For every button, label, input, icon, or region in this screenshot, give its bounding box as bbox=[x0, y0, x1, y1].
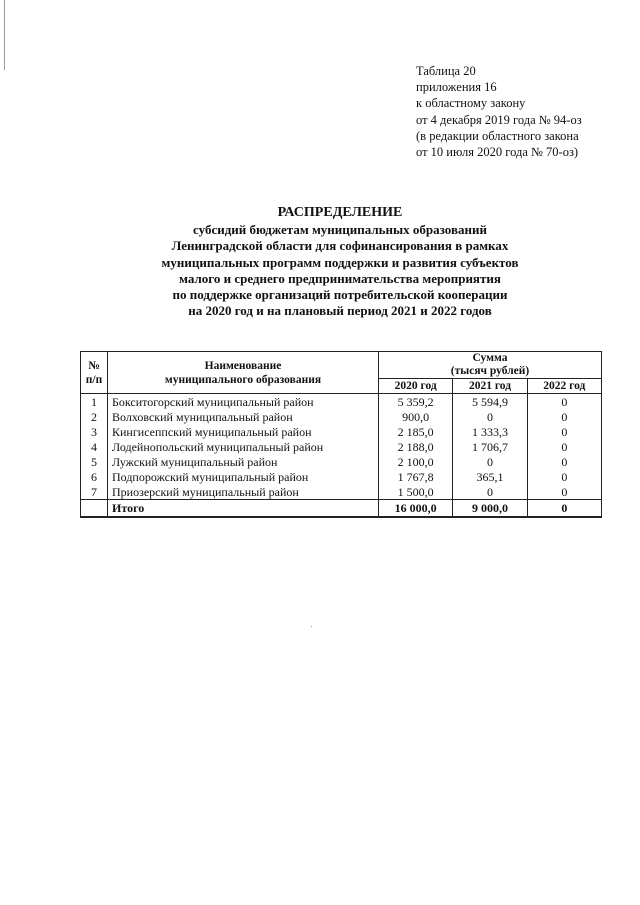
row-2021: 5 594,9 bbox=[453, 394, 527, 410]
total-row bbox=[81, 500, 602, 518]
row-2020: 900,0 bbox=[379, 409, 453, 424]
row-2021: 0 bbox=[453, 409, 527, 424]
table-row bbox=[81, 484, 602, 500]
appendix-line: к областному закону bbox=[416, 96, 526, 111]
title-line: Ленинградской области для софинансирования в рамках bbox=[171, 238, 509, 254]
row-2022: 0 bbox=[527, 469, 601, 484]
row-2022: 0 bbox=[527, 454, 601, 469]
title-line: по поддержке организаций потребительской кооперации bbox=[172, 287, 508, 303]
row-2021: 0 bbox=[453, 454, 527, 469]
row-name: Волховский муниципальный район bbox=[108, 409, 379, 424]
header-num bbox=[81, 352, 108, 394]
row-2022: 0 bbox=[527, 394, 601, 410]
row-2020: 2 188,0 bbox=[379, 439, 453, 454]
header-name bbox=[108, 352, 379, 394]
table-row bbox=[81, 439, 602, 454]
header-num-line1: № bbox=[88, 359, 100, 372]
row-num: 7 bbox=[81, 484, 108, 500]
row-2021: 1 706,7 bbox=[453, 439, 527, 454]
table-row bbox=[81, 469, 602, 484]
row-2020: 1 500,0 bbox=[379, 484, 453, 500]
total-2020: 16 000,0 bbox=[379, 500, 453, 518]
header-year-2020: 2020 год bbox=[379, 379, 453, 394]
table-row bbox=[81, 424, 602, 439]
header-name-line1: Наименование bbox=[204, 359, 282, 372]
row-name: Кингисеппский муниципальный район bbox=[108, 424, 379, 439]
header-sum-line2: (тысяч рублей) bbox=[450, 365, 530, 377]
row-2022: 0 bbox=[527, 439, 601, 454]
row-2020: 5 359,2 bbox=[379, 394, 453, 410]
row-2020: 1 767,8 bbox=[379, 469, 453, 484]
row-2022: 0 bbox=[527, 424, 601, 439]
row-name: Бокситогорский муниципальный район bbox=[108, 394, 379, 410]
total-2021: 9 000,0 bbox=[453, 500, 527, 518]
appendix-line: от 10 июля 2020 года № 70-оз) bbox=[416, 145, 579, 160]
row-num: 2 bbox=[81, 409, 108, 424]
scan-edge-line bbox=[4, 0, 5, 70]
header-sum bbox=[379, 352, 602, 379]
row-2022: 0 bbox=[527, 409, 601, 424]
appendix-line: от 4 декабря 2019 года № 94-оз bbox=[416, 112, 582, 127]
table-row bbox=[81, 409, 602, 424]
row-2021: 365,1 bbox=[453, 469, 527, 484]
header-year-2022: 2022 год bbox=[527, 379, 601, 394]
row-name: Подпорожский муниципальный район bbox=[108, 469, 379, 484]
appendix-line: (в редакции областного закона bbox=[416, 128, 579, 143]
header-sum-line1: Сумма bbox=[472, 352, 508, 364]
row-2021: 0 bbox=[453, 484, 527, 500]
scan-speck bbox=[311, 626, 312, 627]
appendix-line: приложения 16 bbox=[416, 80, 497, 95]
row-num: 3 bbox=[81, 424, 108, 439]
row-2020: 2 100,0 bbox=[379, 454, 453, 469]
row-name: Лужский муниципальный район bbox=[108, 454, 379, 469]
appendix-line: Таблица 20 bbox=[416, 64, 476, 78]
total-2022: 0 bbox=[527, 500, 601, 518]
row-num: 4 bbox=[81, 439, 108, 454]
main-title: РАСПРЕДЕЛЕНИЕ bbox=[277, 205, 403, 220]
distribution-table bbox=[80, 351, 602, 518]
row-name: Лодейнопольский муниципальный район bbox=[108, 439, 379, 454]
title-line: на 2020 год и на плановый период 2021 и 2022 годов bbox=[188, 303, 492, 319]
document-title bbox=[100, 205, 580, 319]
header-year-2021: 2021 год bbox=[453, 379, 527, 394]
row-2020: 2 185,0 bbox=[379, 424, 453, 439]
row-name: Приозерский муниципальный район bbox=[108, 484, 379, 500]
row-num: 1 bbox=[81, 394, 108, 410]
title-line: малого и среднего предпринимательства мероприятия bbox=[179, 270, 501, 286]
appendix-reference bbox=[416, 63, 582, 160]
header-num-line2: п/п bbox=[85, 373, 103, 386]
total-label: Итого bbox=[108, 500, 379, 518]
row-num: 6 bbox=[81, 469, 108, 484]
title-line: муниципальных программ поддержки и развития субъектов bbox=[161, 254, 519, 270]
row-2021: 1 333,3 bbox=[453, 424, 527, 439]
table-row bbox=[81, 394, 602, 410]
table-row bbox=[81, 454, 602, 469]
header-name-line2: муниципального образования bbox=[164, 373, 322, 386]
total-num bbox=[81, 500, 108, 518]
row-2022: 0 bbox=[527, 484, 601, 500]
title-line: субсидий бюджетам муниципальных образований bbox=[193, 222, 487, 238]
row-num: 5 bbox=[81, 454, 108, 469]
